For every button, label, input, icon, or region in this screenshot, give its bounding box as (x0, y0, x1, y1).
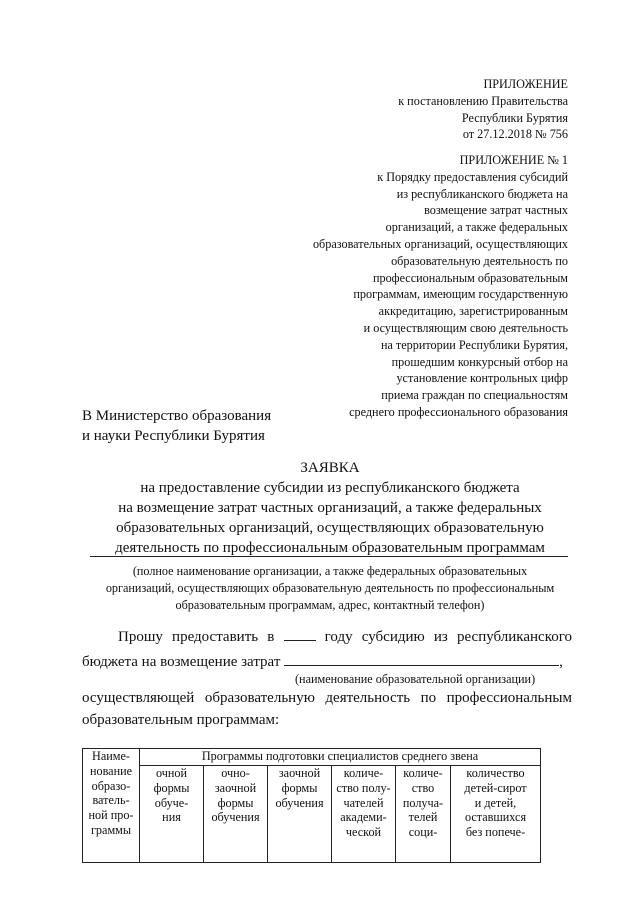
header-line: детей-сирот (464, 780, 527, 795)
year-blank (284, 627, 316, 641)
addressee-line-1: В Министерство образования (82, 408, 272, 424)
appendix-line: ПРИЛОЖЕНИЕ (483, 77, 568, 91)
addressee (82, 406, 271, 446)
header-line: академи- (340, 810, 387, 825)
header-line: оставшихся (464, 810, 527, 825)
column-header-orphans (451, 766, 541, 863)
note-line: (полное наименование организации, а также федеральных образовательных (132, 564, 528, 578)
page-bottom-margin (0, 865, 640, 905)
header-line: заочной (214, 780, 257, 795)
appendix-line: программам, имеющим государственную (353, 287, 568, 302)
column-header-part-time (204, 766, 268, 863)
title-line: на предоставление субсидии из республиканского бюджета (140, 480, 520, 496)
appendix-header-1 (398, 76, 568, 143)
appendix-line: организаций, а также федеральных (385, 220, 568, 235)
header-line: количество (466, 766, 525, 780)
appendix-line: и осуществляющим свою деятельность (363, 320, 568, 335)
header-line: формы (281, 780, 318, 795)
title-line: образовательных организаций, осуществляющих образовательную (116, 520, 544, 536)
header-line: телей (408, 810, 438, 825)
appendix-line: к постановлению Правительства (398, 93, 568, 108)
column-header-social-recipients (396, 766, 451, 863)
header-line: обучения (211, 810, 260, 825)
header-line: ватель- (92, 793, 130, 808)
request-text: Прошу предоставить в (118, 629, 275, 645)
addressee-line-2: и науки Республики Бурятия (82, 428, 265, 444)
note-line: организаций, осуществляющих образовательную деятельность по профессиональным (105, 581, 555, 595)
header-line: формы (153, 780, 190, 795)
program-name-header (83, 749, 140, 863)
header-line: ческой (345, 825, 382, 840)
column-header-academic-recipients (332, 766, 396, 863)
header-line: ния (162, 810, 181, 825)
appendix-line: от 27.12.2018 № 756 (462, 127, 568, 142)
document-title (70, 458, 590, 558)
header-line: ство (411, 780, 435, 795)
header-line: Наиме- (92, 749, 130, 763)
programs-table (82, 748, 541, 863)
appendix-line: прошедшим конкурсный отбор на (391, 354, 568, 369)
header-line: граммы (90, 822, 132, 837)
appendix-header-2 (313, 152, 568, 421)
appendix-line: образовательных организаций, осуществляющих (312, 236, 568, 251)
header-line: образо- (91, 778, 131, 793)
request-text: году субсидию из республиканского (324, 629, 572, 645)
appendix-line: на территории Республики Бурятия, (380, 337, 568, 352)
column-header-correspondence (268, 766, 332, 863)
appendix-line: возмещение затрат частных (424, 203, 568, 218)
appendix-line: установление контрольных цифр (396, 371, 568, 386)
header-line: получа- (402, 795, 444, 810)
appendix-line: профессиональным образовательным (372, 270, 568, 285)
request-paragraph-line-4: образовательным программам: (82, 712, 280, 728)
column-header-full-time (140, 766, 204, 863)
programs-group-header: Программы подготовки специалистов среднего звена (140, 749, 541, 766)
appendix-line: из республиканского бюджета на (396, 186, 568, 201)
request-text: , (559, 654, 563, 670)
organization-name-note (70, 563, 590, 614)
title-line: деятельность по профессиональным образовательным программам (115, 540, 545, 556)
organization-name-line (90, 556, 568, 557)
header-line: чателей (343, 795, 384, 810)
header-line: формы (217, 795, 254, 810)
header-line: количе- (403, 766, 443, 780)
header-line: обучения (275, 795, 324, 810)
title-heading: ЗАЯВКА (300, 460, 360, 476)
request-paragraph-line-1 (82, 627, 572, 648)
note-line: образовательным программам, адрес, контактный телефон) (175, 598, 485, 612)
organization-blank (284, 652, 559, 666)
header-line: без попече- (465, 825, 526, 840)
organization-blank-note: (наименование образовательной организации) (295, 672, 536, 686)
header-line: очно- (221, 766, 250, 780)
header-line: нование (89, 763, 133, 778)
appendix-line: среднего профессионального образования (349, 404, 568, 419)
appendix-line: к Порядку предоставления субсидий (377, 169, 568, 184)
appendix-line: аккредитацию, зарегистрированным (378, 304, 568, 319)
appendix-line: приема граждан по специальностям (381, 388, 568, 403)
header-line: очной (155, 766, 188, 780)
header-line: ство полу- (336, 780, 391, 795)
appendix-line: образовательную деятельность по (391, 253, 568, 268)
request-text: бюджета на возмещение затрат (82, 654, 281, 670)
header-line: ной про- (88, 808, 134, 823)
header-line: и детей, (474, 795, 517, 810)
header-line: количе- (343, 766, 384, 780)
title-line: на возмещение затрат частных организаций, а также федеральных (118, 500, 542, 516)
header-line: обуче- (154, 795, 189, 810)
header-line: заочной (278, 766, 321, 780)
request-paragraph-line-3: осуществляющей образовательную деятельность по профессиональным (82, 690, 572, 706)
appendix-line: Республики Бурятия (461, 110, 568, 125)
request-paragraph-line-2 (82, 652, 572, 673)
header-line: соци- (408, 825, 438, 840)
appendix-line: ПРИЛОЖЕНИЕ № 1 (459, 153, 568, 167)
